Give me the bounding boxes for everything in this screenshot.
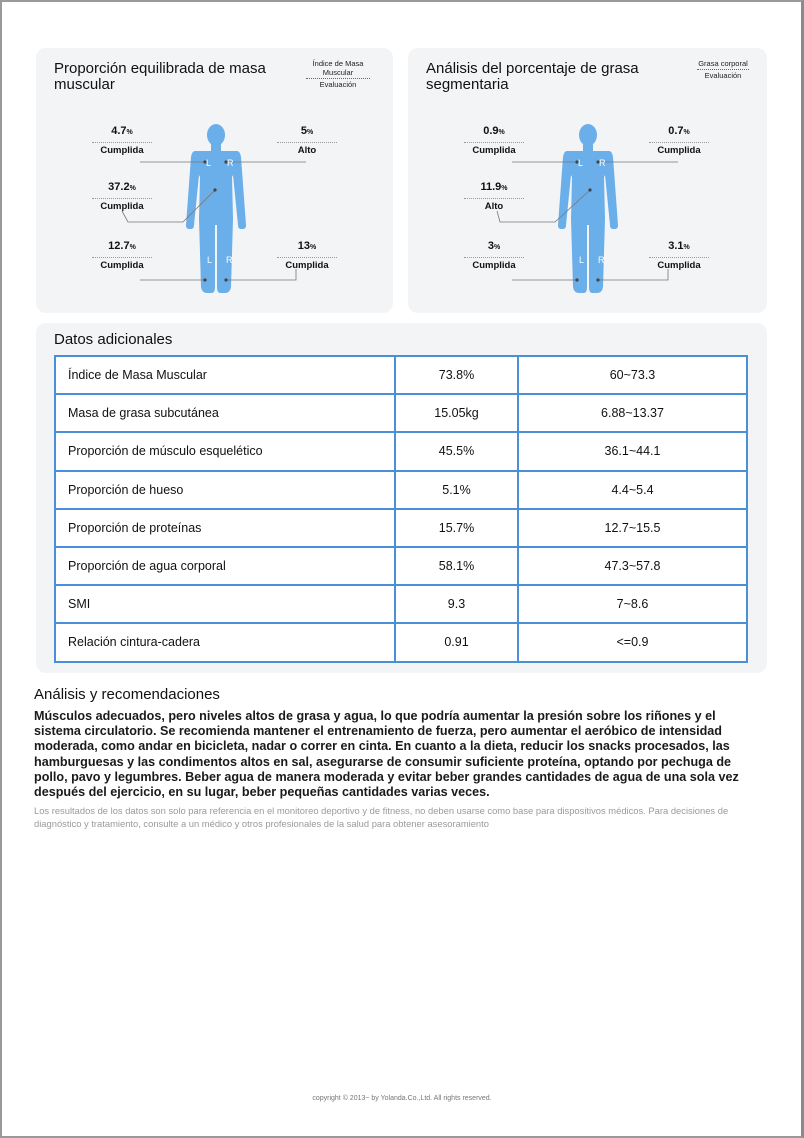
fat-mark-r-lower: R: [598, 255, 605, 265]
muscle-left-leg-value: 12.7: [108, 240, 130, 252]
row-name: Proporción de hueso: [55, 471, 395, 509]
fat-legend-bottom: Evaluación: [704, 71, 742, 80]
fat-right-arm-metric: [634, 125, 724, 158]
muscle-trunk-value: 37.2: [108, 181, 130, 193]
fat-left-arm-unit: %: [498, 129, 505, 136]
fat-mark-r-upper: R: [599, 158, 606, 168]
muscle-trunk-metric: [77, 181, 167, 214]
muscle-trunk-label: Cumplida: [92, 198, 152, 213]
table-row: [55, 432, 747, 470]
fat-right-arm-label: Cumplida: [649, 142, 709, 157]
row-name: SMI: [55, 585, 395, 623]
fat-body-figure: [558, 124, 618, 293]
row-range: 47.3~57.8: [518, 547, 747, 585]
table-row: [55, 547, 747, 585]
table-row: [55, 623, 747, 661]
fat-left-arm-label: Cumplida: [464, 142, 524, 157]
muscle-mark-r-upper: R: [227, 158, 234, 168]
fat-trunk-unit: %: [501, 185, 508, 192]
fat-left-leg-metric: [449, 240, 539, 273]
muscle-left-arm-metric: [77, 125, 167, 158]
fat-left-leg-unit: %: [493, 244, 501, 251]
muscle-legend-top: Índice de Masa Muscular: [306, 59, 370, 79]
muscle-right-arm-unit: %: [306, 129, 314, 136]
recommendations-title: Análisis y recomendaciones: [34, 686, 220, 703]
muscle-right-leg-unit: %: [310, 244, 317, 251]
row-value: 15.7%: [395, 509, 518, 547]
fat-legend-top: Grasa corporal: [698, 59, 748, 68]
table-row: [55, 394, 747, 432]
table-row: [55, 509, 747, 547]
fat-mark-l-lower: L: [579, 255, 585, 265]
fat-right-arm-unit: %: [683, 129, 690, 136]
row-value: 0.91: [395, 623, 518, 661]
row-value: 9.3: [395, 585, 518, 623]
row-name: Masa de grasa subcutánea: [55, 394, 395, 432]
muscle-body-figure: [186, 124, 246, 293]
row-range: 60~73.3: [518, 356, 747, 394]
row-range: 6.88~13.37: [518, 394, 747, 432]
fat-left-leg-value: 3: [487, 240, 494, 252]
fat-panel-title: Análisis del porcentaje de grasa segmentaria: [426, 60, 639, 93]
muscle-right-arm-metric: [262, 125, 352, 158]
fat-trunk-value: 11.9: [480, 181, 502, 193]
row-range: 4.4~5.4: [518, 471, 747, 509]
muscle-right-leg-label: Cumplida: [277, 257, 337, 272]
muscle-mark-l-upper: L: [206, 158, 212, 168]
additional-data-table: [54, 355, 748, 663]
row-range: <=0.9: [518, 623, 747, 661]
additional-data-title: Datos adicionales: [54, 331, 173, 348]
muscle-mark-r-lower: R: [226, 255, 233, 265]
muscle-right-leg-value: 13: [297, 240, 310, 252]
fat-mark-l-upper: L: [578, 158, 584, 168]
row-name: Proporción de proteínas: [55, 509, 395, 547]
muscle-legend-bottom: Evaluación: [319, 80, 357, 89]
muscle-mark-l-lower: L: [207, 255, 213, 265]
row-name: Relación cintura-cadera: [55, 623, 395, 661]
muscle-left-arm-label: Cumplida: [92, 142, 152, 157]
fat-right-leg-metric: [634, 240, 724, 273]
fat-left-leg-label: Cumplida: [464, 257, 524, 272]
row-value: 58.1%: [395, 547, 518, 585]
fat-trunk-metric: [449, 181, 539, 214]
fat-left-arm-metric: [449, 125, 539, 158]
muscle-right-leg-metric: [262, 240, 352, 273]
body-figures-overlay: [0, 0, 804, 330]
row-name: Índice de Masa Muscular: [55, 356, 395, 394]
muscle-left-arm-value: 4.7: [111, 125, 127, 137]
fat-right-leg-unit: %: [683, 244, 690, 251]
muscle-left-leg-label: Cumplida: [92, 257, 152, 272]
table-row: [55, 585, 747, 623]
copyright-footer: copyright © 2013~ by Yolanda.Co.,Ltd. All rights reserved.: [312, 1095, 492, 1102]
row-value: 15.05kg: [395, 394, 518, 432]
fat-right-arm-value: 0.7: [668, 125, 684, 137]
fat-right-leg-value: 3.1: [668, 240, 684, 252]
row-range: 36.1~44.1: [518, 432, 747, 470]
row-value: 45.5%: [395, 432, 518, 470]
muscle-left-leg-unit: %: [129, 244, 136, 251]
medical-disclaimer: Los resultados de los datos son solo para referencia en el monitoreo deportivo y de fitness, no deben usarse como base para dispositivos médicos. Para decisiones de diagnóstico y tratamiento, consulte a un médico y otros profesionales de la salud para obtener asesoramiento: [34, 805, 729, 829]
row-value: 73.8%: [395, 356, 518, 394]
muscle-right-arm-value: 5: [300, 125, 307, 137]
muscle-trunk-unit: %: [129, 185, 136, 192]
fat-trunk-label: Alto: [464, 198, 524, 213]
muscle-left-arm-unit: %: [126, 129, 133, 136]
row-range: 7~8.6: [518, 585, 747, 623]
muscle-left-leg-metric: [77, 240, 167, 273]
row-name: Proporción de músculo esquelético: [55, 432, 395, 470]
muscle-panel-title: Proporción equilibrada de masa muscular: [54, 60, 266, 93]
table-row: [55, 471, 747, 509]
row-value: 5.1%: [395, 471, 518, 509]
muscle-right-arm-label: Alto: [277, 142, 337, 157]
fat-left-arm-value: 0.9: [483, 125, 499, 137]
table-row: [55, 356, 747, 394]
row-name: Proporción de agua corporal: [55, 547, 395, 585]
row-range: 12.7~15.5: [518, 509, 747, 547]
fat-right-leg-label: Cumplida: [649, 257, 709, 272]
recommendations-body: Músculos adecuados, pero niveles altos de grasa y agua, lo que podría aumentar la presión sobre los riñones y el sistema circulatorio. Se recomienda mantener el entrenamiento de fuerza, pero aumentar el aeróbico de intensidad moderada, como andar en bicicleta, nadar o correr en cinta. En cuanto a la dieta, reducir los snacks procesados, las hamburguesas y las condimentos altos en sal, asegurarse de consumir suficiente proteína, optando por pechuga de pollo, pavo y legumbres. Beber agua de manera moderada y evitar beber grandes cantidades de agua de una sola vez después del ejercicio, en su lugar, beber pequeñas cantidades varias veces.: [34, 709, 739, 800]
